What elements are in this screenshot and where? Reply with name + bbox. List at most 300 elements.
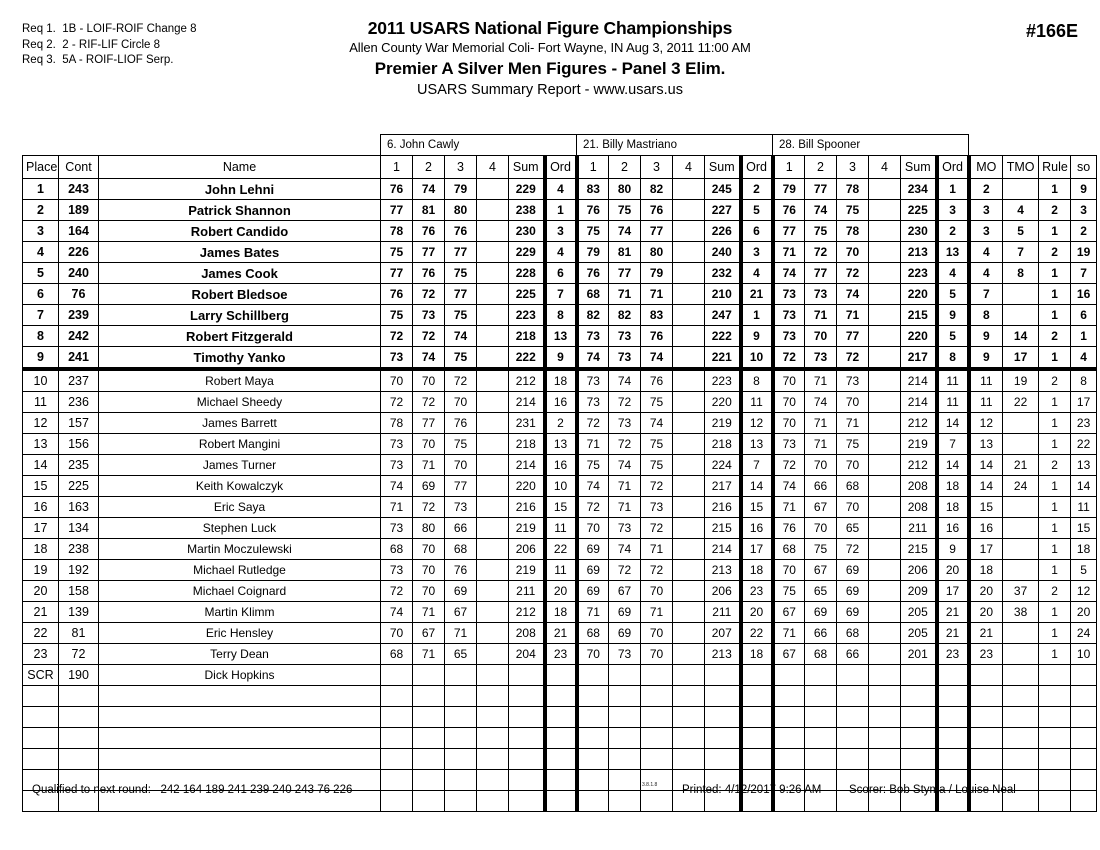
cell-place: 12 <box>23 413 59 434</box>
cell-tmo: 19 <box>1003 369 1039 392</box>
cell-name: James Turner <box>99 455 381 476</box>
cell-j1-fig2: 70 <box>413 369 445 392</box>
cell-place: 16 <box>23 497 59 518</box>
table-row[interactable] <box>23 518 1097 539</box>
cell-j3-fig1: 75 <box>773 581 805 602</box>
cell-j3-fig4 <box>869 455 901 476</box>
cell-j3-sum: 220 <box>901 326 937 347</box>
cell-j3-sum: 215 <box>901 305 937 326</box>
cell-j3-fig2: 75 <box>805 221 837 242</box>
cell-mo: 11 <box>969 392 1003 413</box>
cell-j2-sum: 207 <box>705 623 741 644</box>
cell-name: Robert Mangini <box>99 434 381 455</box>
cell-cont: 236 <box>59 392 99 413</box>
cell-j1-sum: 219 <box>509 560 545 581</box>
cell-empty <box>381 728 413 749</box>
cell-j3-fig2: 71 <box>805 305 837 326</box>
cell-j2-fig1: 70 <box>577 518 609 539</box>
cell-empty <box>805 749 837 770</box>
cell-empty <box>937 686 969 707</box>
table-row-empty[interactable] <box>23 728 1097 749</box>
cell-j1-fig4 <box>477 497 509 518</box>
cell-j1-ord: 4 <box>545 179 577 200</box>
cell-empty <box>445 728 477 749</box>
cell-rule: 1 <box>1039 602 1071 623</box>
cell-empty <box>969 707 1003 728</box>
cell-j1-fig2: 77 <box>413 242 445 263</box>
cell-rule: 2 <box>1039 581 1071 602</box>
cell-j2-fig4 <box>673 665 705 686</box>
cell-j2-fig2: 69 <box>609 623 641 644</box>
cell-j2-ord: 9 <box>741 326 773 347</box>
cell-empty <box>577 707 609 728</box>
cell-j1-sum: 228 <box>509 263 545 284</box>
cell-j1-fig4 <box>477 539 509 560</box>
cell-tmo <box>1003 539 1039 560</box>
cell-empty <box>1039 749 1071 770</box>
cell-so: 16 <box>1071 284 1097 305</box>
cell-j2-fig2: 81 <box>609 242 641 263</box>
report-header <box>0 0 1100 118</box>
cell-j2-sum: 221 <box>705 347 741 370</box>
cell-empty <box>99 707 381 728</box>
cell-empty <box>381 686 413 707</box>
cell-cont: 226 <box>59 242 99 263</box>
cell-j2-fig2: 72 <box>609 560 641 581</box>
cell-j2-ord: 2 <box>741 179 773 200</box>
venue-datetime: Allen County War Memorial Coli- Fort Wayne, IN Aug 3, 2011 11:00 AM <box>349 40 751 55</box>
cell-j3-sum: 234 <box>901 179 937 200</box>
cell-empty <box>509 686 545 707</box>
cell-j2-fig2: 71 <box>609 497 641 518</box>
cell-empty <box>1039 707 1071 728</box>
cell-j2-ord: 11 <box>741 392 773 413</box>
cell-cont: 134 <box>59 518 99 539</box>
cell-mo: 14 <box>969 476 1003 497</box>
cell-j3-fig3: 72 <box>837 263 869 284</box>
cell-j3-ord: 4 <box>937 263 969 284</box>
cell-j2-sum: 227 <box>705 200 741 221</box>
cell-j1-fig4 <box>477 455 509 476</box>
cell-j2-fig1: 71 <box>577 434 609 455</box>
cell-mo: 9 <box>969 326 1003 347</box>
cell-j1-fig4 <box>477 305 509 326</box>
table-row[interactable] <box>23 602 1097 623</box>
cell-j2-fig1: 72 <box>577 413 609 434</box>
cell-j3-sum: 209 <box>901 581 937 602</box>
cell-name: Michael Coignard <box>99 581 381 602</box>
cell-empty <box>773 728 805 749</box>
cell-j3-fig1: 71 <box>773 242 805 263</box>
cell-mo: 13 <box>969 434 1003 455</box>
cell-j3-ord: 11 <box>937 392 969 413</box>
cell-place: 4 <box>23 242 59 263</box>
cell-name: Martin Klimm <box>99 602 381 623</box>
cell-place: 5 <box>23 263 59 284</box>
cell-place: 10 <box>23 369 59 392</box>
cell-j1-fig4 <box>477 347 509 370</box>
cell-j1-fig1: 74 <box>381 476 413 497</box>
cell-mo: 12 <box>969 413 1003 434</box>
cell-j2-fig3: 71 <box>641 602 673 623</box>
cell-cont: 192 <box>59 560 99 581</box>
cell-j1-fig2: 67 <box>413 623 445 644</box>
cell-empty <box>413 728 445 749</box>
cell-j2-fig4 <box>673 369 705 392</box>
cell-empty <box>381 749 413 770</box>
cell-j3-fig2: 75 <box>805 539 837 560</box>
cell-place: 7 <box>23 305 59 326</box>
cell-j1-fig1: 73 <box>381 455 413 476</box>
table-row[interactable] <box>23 539 1097 560</box>
cell-j2-sum: 220 <box>705 392 741 413</box>
cell-j2-fig2: 74 <box>609 369 641 392</box>
cell-j3-fig3: 74 <box>837 284 869 305</box>
cell-j1-ord: 23 <box>545 644 577 665</box>
cell-empty <box>413 686 445 707</box>
cell-cont: 139 <box>59 602 99 623</box>
cell-j3-fig4 <box>869 284 901 305</box>
cell-j3-fig4 <box>869 644 901 665</box>
cell-j1-fig1: 68 <box>381 644 413 665</box>
cell-empty <box>445 707 477 728</box>
cell-empty <box>609 749 641 770</box>
table-row[interactable] <box>23 369 1097 392</box>
spacer-cell <box>1039 135 1071 156</box>
cell-j1-fig3: 65 <box>445 644 477 665</box>
header-place: Place <box>23 156 59 179</box>
cell-j1-sum: 223 <box>509 305 545 326</box>
cell-empty <box>609 728 641 749</box>
cell-rule: 1 <box>1039 347 1071 370</box>
cell-place: 17 <box>23 518 59 539</box>
cell-j2-fig1: 82 <box>577 305 609 326</box>
table-row[interactable] <box>23 413 1097 434</box>
cell-tmo <box>1003 413 1039 434</box>
cell-j3-fig3: 70 <box>837 392 869 413</box>
cell-j2-fig4 <box>673 623 705 644</box>
table-row[interactable] <box>23 221 1097 242</box>
header-tmo: TMO <box>1003 156 1039 179</box>
cell-empty <box>23 749 59 770</box>
cell-j2-fig1: 68 <box>577 284 609 305</box>
cell-j1-fig1: 75 <box>381 305 413 326</box>
cell-rule: 2 <box>1039 455 1071 476</box>
cell-empty <box>509 707 545 728</box>
cell-tmo: 8 <box>1003 263 1039 284</box>
cell-name: Patrick Shannon <box>99 200 381 221</box>
cell-j3-fig2: 66 <box>805 476 837 497</box>
cell-empty <box>545 728 577 749</box>
cell-j3-fig1: 73 <box>773 434 805 455</box>
cell-j3-fig4 <box>869 497 901 518</box>
cell-j3-fig4 <box>869 602 901 623</box>
cell-j1-fig3: 80 <box>445 200 477 221</box>
cell-j3-fig3 <box>837 665 869 686</box>
header-so: so <box>1071 156 1097 179</box>
cell-j1-fig3: 75 <box>445 263 477 284</box>
cell-j3-fig4 <box>869 305 901 326</box>
cell-j2-ord: 22 <box>741 623 773 644</box>
cell-j2-sum: 222 <box>705 326 741 347</box>
cell-mo: 23 <box>969 644 1003 665</box>
cell-empty <box>577 749 609 770</box>
cell-j2-sum: 216 <box>705 497 741 518</box>
cell-tmo <box>1003 497 1039 518</box>
cell-j2-fig3: 71 <box>641 539 673 560</box>
cell-j3-sum: 201 <box>901 644 937 665</box>
cell-j2-ord: 23 <box>741 581 773 602</box>
table-row[interactable] <box>23 305 1097 326</box>
cell-j2-fig1: 74 <box>577 347 609 370</box>
cell-j1-sum: 214 <box>509 455 545 476</box>
cell-so: 17 <box>1071 392 1097 413</box>
table-row-empty[interactable] <box>23 707 1097 728</box>
header-j1-fig3: 3 <box>445 156 477 179</box>
cell-cont: 163 <box>59 497 99 518</box>
cell-j1-ord: 7 <box>545 284 577 305</box>
cell-j3-fig3: 70 <box>837 242 869 263</box>
cell-j1-fig2: 74 <box>413 347 445 370</box>
cell-j3-fig3: 69 <box>837 581 869 602</box>
cell-place: 13 <box>23 434 59 455</box>
table-row[interactable] <box>23 347 1097 370</box>
cell-rule: 1 <box>1039 434 1071 455</box>
cell-j1-fig3: 70 <box>445 392 477 413</box>
cell-cont: 241 <box>59 347 99 370</box>
cell-j2-fig2 <box>609 665 641 686</box>
cell-j3-sum: 215 <box>901 539 937 560</box>
cell-empty <box>705 749 741 770</box>
cell-j1-fig2: 81 <box>413 200 445 221</box>
cell-j2-ord: 4 <box>741 263 773 284</box>
cell-name: James Cook <box>99 263 381 284</box>
cell-j2-fig2: 69 <box>609 602 641 623</box>
cell-so: 5 <box>1071 560 1097 581</box>
table-row[interactable] <box>23 476 1097 497</box>
cell-j3-fig3: 77 <box>837 326 869 347</box>
cell-place: 2 <box>23 200 59 221</box>
cell-j1-fig4 <box>477 581 509 602</box>
cell-j2-sum: 213 <box>705 560 741 581</box>
cell-j2-fig1: 68 <box>577 623 609 644</box>
cell-j3-ord: 7 <box>937 434 969 455</box>
cell-j1-fig2: 72 <box>413 326 445 347</box>
judge-banner-row <box>23 135 1097 156</box>
cell-so: 2 <box>1071 221 1097 242</box>
cell-empty <box>477 749 509 770</box>
table-row[interactable] <box>23 392 1097 413</box>
cell-j3-fig1: 70 <box>773 392 805 413</box>
cell-j3-fig4 <box>869 179 901 200</box>
cell-mo: 18 <box>969 560 1003 581</box>
cell-j1-fig4 <box>477 263 509 284</box>
cell-j3-sum: 219 <box>901 434 937 455</box>
cell-j3-sum: 212 <box>901 413 937 434</box>
cell-j1-fig4 <box>477 413 509 434</box>
table-row[interactable] <box>23 581 1097 602</box>
table-row[interactable] <box>23 263 1097 284</box>
cell-empty <box>1003 686 1039 707</box>
cell-name: Eric Hensley <box>99 623 381 644</box>
cell-j1-fig1: 73 <box>381 347 413 370</box>
cell-place: 1 <box>23 179 59 200</box>
table-row[interactable] <box>23 434 1097 455</box>
cell-empty <box>545 707 577 728</box>
cell-empty <box>59 686 99 707</box>
cell-j3-fig3: 68 <box>837 476 869 497</box>
header-j1-sum: Sum <box>509 156 545 179</box>
cell-j3-fig3: 71 <box>837 305 869 326</box>
cell-cont: 225 <box>59 476 99 497</box>
cell-j3-sum: 230 <box>901 221 937 242</box>
cell-j1-fig1: 72 <box>381 326 413 347</box>
cell-j3-fig2: 68 <box>805 644 837 665</box>
cell-j2-ord: 15 <box>741 497 773 518</box>
cell-j2-fig2: 71 <box>609 476 641 497</box>
cell-j1-ord: 22 <box>545 539 577 560</box>
cell-empty <box>1003 749 1039 770</box>
cell-j1-sum <box>509 665 545 686</box>
cell-j3-fig2: 71 <box>805 434 837 455</box>
header-rule: Rule <box>1039 156 1071 179</box>
cell-j1-ord: 13 <box>545 326 577 347</box>
cell-j2-sum: 210 <box>705 284 741 305</box>
table-row[interactable] <box>23 455 1097 476</box>
cell-j3-fig2: 70 <box>805 455 837 476</box>
cell-rule: 2 <box>1039 369 1071 392</box>
table-row-empty[interactable] <box>23 749 1097 770</box>
requirement-line: Req 3. 5A - ROIF-LIOF Serp. <box>22 54 174 66</box>
cell-j2-fig4 <box>673 455 705 476</box>
cell-j2-sum: 224 <box>705 455 741 476</box>
cell-name: Michael Sheedy <box>99 392 381 413</box>
cell-name: Dick Hopkins <box>99 665 381 686</box>
table-row[interactable] <box>23 665 1097 686</box>
championship-title: 2011 USARS National Figure Championships <box>367 18 733 38</box>
cell-cont: 240 <box>59 263 99 284</box>
cell-cont: 164 <box>59 221 99 242</box>
cell-empty <box>1071 728 1097 749</box>
cell-j1-ord: 18 <box>545 602 577 623</box>
cell-mo: 21 <box>969 623 1003 644</box>
cell-empty <box>901 686 937 707</box>
event-title: Premier A Silver Men Figures - Panel 3 Elim. <box>374 59 726 78</box>
header-j1-fig2: 2 <box>413 156 445 179</box>
table-row[interactable] <box>23 284 1097 305</box>
cell-j2-sum: 214 <box>705 539 741 560</box>
table-row-empty[interactable] <box>23 686 1097 707</box>
cell-j2-ord: 16 <box>741 518 773 539</box>
cell-tmo: 21 <box>1003 455 1039 476</box>
cell-j2-fig2: 74 <box>609 539 641 560</box>
cell-j1-ord: 10 <box>545 476 577 497</box>
cell-place: 23 <box>23 644 59 665</box>
cell-tmo <box>1003 518 1039 539</box>
cell-j3-fig1: 77 <box>773 221 805 242</box>
cell-j3-fig3: 66 <box>837 644 869 665</box>
cell-empty <box>99 686 381 707</box>
event-number: #166E <box>1025 21 1078 41</box>
table-row[interactable] <box>23 644 1097 665</box>
table-row[interactable] <box>23 560 1097 581</box>
table-row[interactable] <box>23 242 1097 263</box>
cell-rule: 1 <box>1039 518 1071 539</box>
cell-j3-fig4 <box>869 413 901 434</box>
cell-j1-fig2: 69 <box>413 476 445 497</box>
cell-j2-fig3: 72 <box>641 476 673 497</box>
cell-j1-fig3: 70 <box>445 455 477 476</box>
cell-so: 3 <box>1071 200 1097 221</box>
cell-rule: 1 <box>1039 284 1071 305</box>
header-j3-fig1: 1 <box>773 156 805 179</box>
cell-j1-fig2: 70 <box>413 539 445 560</box>
cell-j2-fig3: 70 <box>641 623 673 644</box>
cell-j1-fig2: 72 <box>413 284 445 305</box>
cell-j2-fig4 <box>673 242 705 263</box>
cell-empty <box>1003 707 1039 728</box>
cell-j2-sum: 245 <box>705 179 741 200</box>
header-j2-fig1: 1 <box>577 156 609 179</box>
cell-rule: 1 <box>1039 623 1071 644</box>
cell-j3-fig2: 67 <box>805 497 837 518</box>
cell-place: 8 <box>23 326 59 347</box>
cell-j1-sum: 212 <box>509 369 545 392</box>
cell-j3-fig4 <box>869 560 901 581</box>
cell-j1-sum: 218 <box>509 326 545 347</box>
table-row[interactable] <box>23 497 1097 518</box>
cell-empty <box>59 728 99 749</box>
cell-empty <box>673 686 705 707</box>
cell-empty <box>741 686 773 707</box>
cell-j1-fig3: 75 <box>445 347 477 370</box>
table-row[interactable] <box>23 623 1097 644</box>
cell-name: Robert Bledsoe <box>99 284 381 305</box>
cell-tmo <box>1003 644 1039 665</box>
qualified-list: 242 164 189 241 239 240 243 76 226 <box>160 784 353 796</box>
cell-cont: 238 <box>59 539 99 560</box>
cell-empty <box>381 707 413 728</box>
cell-j2-ord: 20 <box>741 602 773 623</box>
cell-empty <box>773 707 805 728</box>
cell-j3-sum: 223 <box>901 263 937 284</box>
cell-j1-fig4 <box>477 179 509 200</box>
cell-mo: 4 <box>969 263 1003 284</box>
cell-j1-fig4 <box>477 602 509 623</box>
cell-j1-sum: 218 <box>509 434 545 455</box>
cell-j2-fig4 <box>673 200 705 221</box>
cell-j1-fig3: 75 <box>445 305 477 326</box>
cell-tmo: 37 <box>1003 581 1039 602</box>
cell-j3-fig3: 72 <box>837 539 869 560</box>
cell-j3-fig4 <box>869 476 901 497</box>
table-row[interactable] <box>23 326 1097 347</box>
cell-j3-fig1: 72 <box>773 347 805 370</box>
cell-j3-fig1: 71 <box>773 623 805 644</box>
cell-j2-fig2: 74 <box>609 455 641 476</box>
cell-j2-sum: 240 <box>705 242 741 263</box>
cell-name: James Bates <box>99 242 381 263</box>
table-row[interactable] <box>23 179 1097 200</box>
cell-empty <box>59 707 99 728</box>
cell-empty <box>413 707 445 728</box>
cell-j2-ord: 6 <box>741 221 773 242</box>
cell-empty <box>59 749 99 770</box>
table-row[interactable] <box>23 200 1097 221</box>
cell-j1-fig1: 73 <box>381 560 413 581</box>
results-table-body <box>23 135 1097 812</box>
header-j3-ord: Ord <box>937 156 969 179</box>
